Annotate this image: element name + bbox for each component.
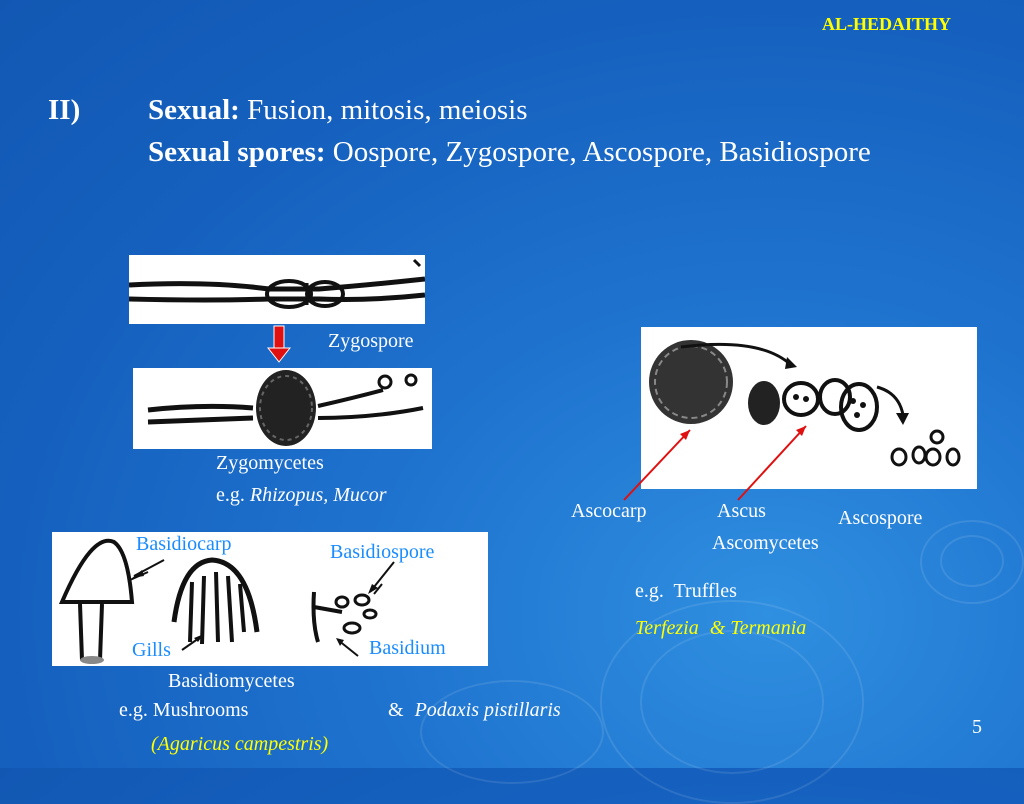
basidiocarp-label: Basidiocarp: [136, 533, 232, 555]
gills-label: Gills: [132, 639, 171, 661]
ascomycetes-label: Ascomycetes: [712, 532, 819, 554]
eg-prefix: e.g.: [216, 484, 245, 506]
basidium-label: Basidium: [369, 637, 446, 659]
ascocarp-label: Ascocarp: [571, 500, 647, 522]
heading-line-2: [148, 136, 871, 169]
agaricus-text: (Agaricus campestris): [151, 733, 329, 755]
basidiomycetes-example: e.g. Mushrooms: [119, 699, 249, 721]
zygomycetes-label: Zygomycetes: [216, 452, 324, 474]
zygospore-drawing: [133, 368, 432, 449]
ascospore-label: Ascospore: [838, 507, 923, 529]
ascomycetes-genera: [635, 617, 806, 640]
page-number: 5: [972, 716, 982, 738]
water-ripple: [940, 535, 1004, 587]
sexual-spores-text: Oospore, Zygospore, Ascospore, Basidiospore: [332, 136, 871, 168]
ascus-label: Ascus: [717, 500, 766, 522]
asco-pointer-arrows: [600, 420, 1000, 540]
basidiomycetes-example-2: [388, 699, 561, 722]
author-name: AL-HEDAITHY: [822, 14, 952, 34]
termania-text: Termania: [730, 617, 807, 639]
gametangia-drawing: [129, 255, 425, 324]
heading-line-1: [148, 94, 527, 127]
water-ripple: [640, 630, 824, 774]
zygospore-label: Zygospore: [328, 330, 414, 352]
sexual-spores-label: Sexual spores:: [148, 136, 326, 168]
ascomycetes-example: e.g. Truffles: [635, 580, 737, 602]
down-arrow-icon: [267, 324, 291, 364]
sexual-text: Fusion, mitosis, meiosis: [247, 94, 528, 126]
basidiospore-label: Basidiospore: [330, 541, 435, 563]
ampersand: &: [709, 617, 726, 639]
ampersand: &: [388, 699, 404, 721]
zygospore-sketch: [133, 368, 432, 449]
sexual-label: Sexual:: [148, 94, 240, 126]
section-numeral: II): [48, 94, 81, 126]
basidiomycetes-label: Basidiomycetes: [168, 670, 295, 692]
terfezia-text: Terfezia: [635, 617, 699, 639]
zygomycetes-example: [216, 484, 387, 507]
podaxis-text: Podaxis pistillaris: [414, 699, 561, 721]
gametangia-sketch: [129, 255, 425, 324]
zygomycetes-genera: Rhizopus, Mucor: [249, 484, 387, 506]
water-ripple: [420, 680, 604, 784]
